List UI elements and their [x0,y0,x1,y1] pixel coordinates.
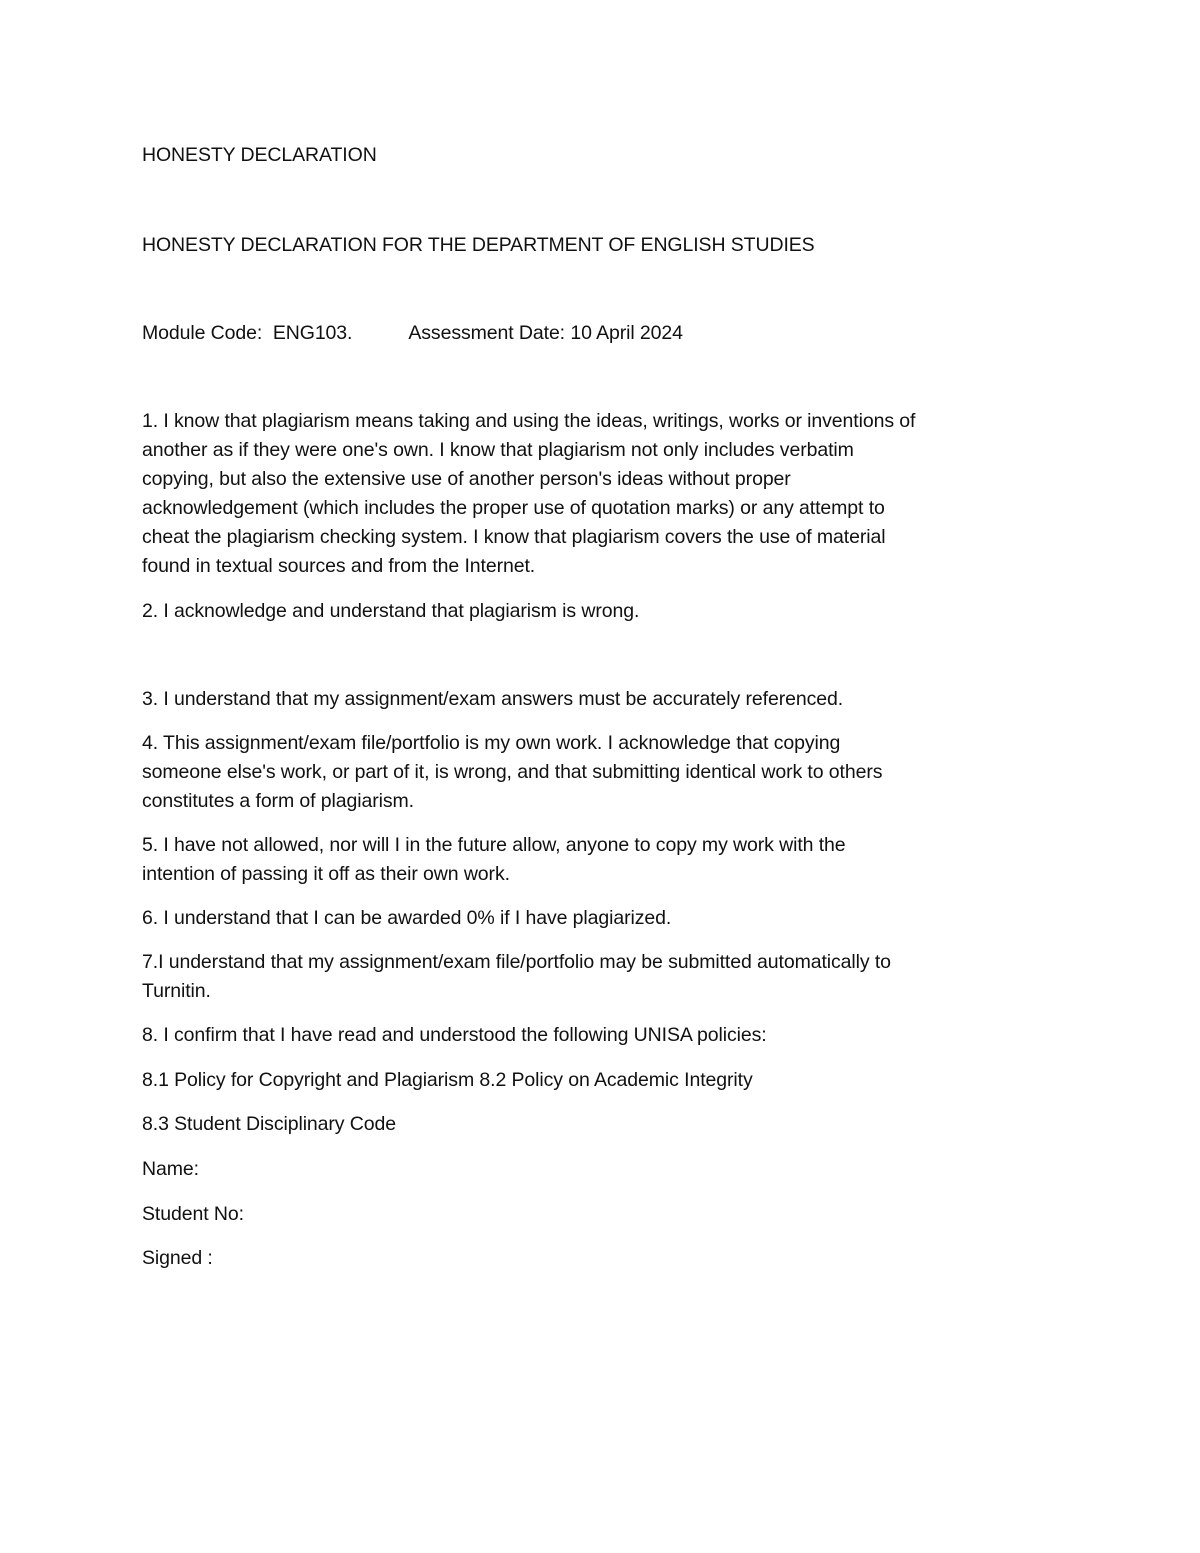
name-label: Name: [142,1158,199,1180]
declaration-item-5-line: 5. I have not allowed, nor will I in the future allow, anyone to copy my work with the [142,834,846,856]
declaration-item-1-line: copying, but also the extensive use of another person's ideas without proper [142,468,791,490]
declaration-item-1-line: another as if they were one's own. I know that plagiarism not only includes verbatim [142,439,854,461]
declaration-item-4-line: someone else's work, or part of it, is wrong, and that submitting identical work to others [142,761,883,783]
declaration-item-8: 8. I confirm that I have read and understood the following UNISA policies: [142,1024,767,1046]
declaration-item-3: 3. I understand that my assignment/exam answers must be accurately referenced. [142,688,844,710]
declaration-item-4-line: constitutes a form of plagiarism. [142,790,414,812]
declaration-item-1-line: acknowledgement (which includes the proper use of quotation marks) or any attempt to [142,497,885,519]
declaration-item-5-line: intention of passing it off as their own work. [142,863,510,885]
declaration-item-5 [142,831,1062,889]
declaration-item-7 [142,948,1062,1006]
declaration-item-1-line: found in textual sources and from the Internet. [142,555,536,577]
declaration-item-4 [142,729,1062,816]
module-info-line [142,319,683,348]
declaration-item-2: 2. I acknowledge and understand that plagiarism is wrong. [142,600,640,622]
signed-label: Signed : [142,1247,213,1269]
assessment-date-value: 10 April 2024 [570,322,683,344]
declaration-item-7-line: Turnitin. [142,980,211,1002]
document-title: HONESTY DECLARATION [142,144,377,166]
declaration-item-7-line: 7.I understand that my assignment/exam file/portfolio may be submitted automatically to [142,951,891,973]
declaration-item-4-line: 4. This assignment/exam file/portfolio is my own work. I acknowledge that copying [142,732,841,754]
declaration-item-1-line: cheat the plagiarism checking system. I know that plagiarism covers the use of material [142,526,886,548]
policy-list-8-3: 8.3 Student Disciplinary Code [142,1113,396,1135]
module-code-value: ENG103. [272,322,353,344]
module-code-label: Module Code: [142,322,263,344]
declaration-item-6: 6. I understand that I can be awarded 0% if I have plagiarized. [142,907,672,929]
declaration-item-1-line: 1. I know that plagiarism means taking and using the ideas, writings, works or inventions of [142,410,916,432]
declaration-item-1 [142,407,1062,581]
student-no-label: Student No: [142,1203,244,1225]
policy-list-8-1-8-2: 8.1 Policy for Copyright and Plagiarism 8.2 Policy on Academic Integrity [142,1069,753,1091]
assessment-date-label: Assessment Date: [408,322,566,344]
document-subtitle: HONESTY DECLARATION FOR THE DEPARTMENT OF ENGLISH STUDIES [142,234,815,256]
